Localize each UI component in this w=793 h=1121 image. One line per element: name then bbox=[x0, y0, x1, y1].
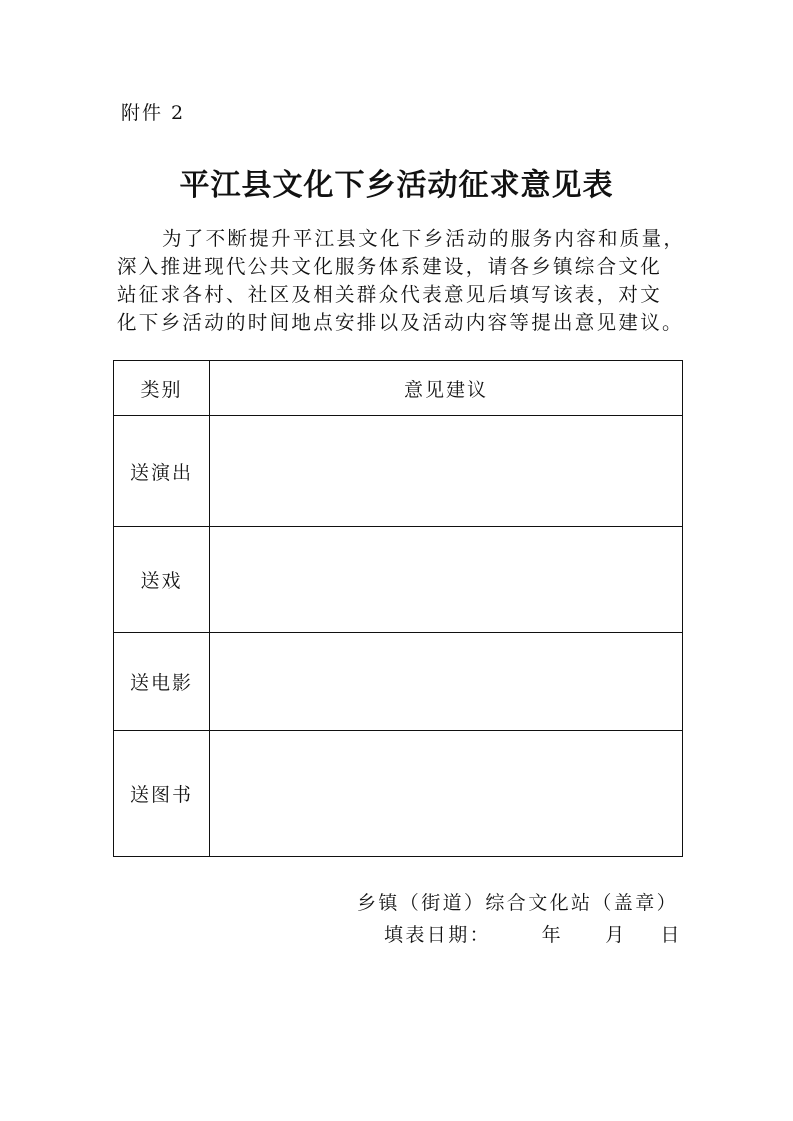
table-row bbox=[114, 416, 683, 527]
row-opinion-cell[interactable] bbox=[210, 633, 683, 731]
row-category: 送演出 bbox=[114, 416, 210, 527]
fill-date-line bbox=[384, 920, 682, 947]
page-title: 平江县文化下乡活动征求意见表 bbox=[179, 168, 614, 203]
table-row bbox=[114, 731, 683, 857]
opinion-table bbox=[113, 360, 683, 857]
header-category: 类别 bbox=[114, 361, 210, 416]
table-header-row bbox=[114, 361, 683, 416]
intro-line: 为了不断提升平江县文化下乡活动的服务内容和质量， bbox=[162, 227, 686, 250]
header-opinion: 意见建议 bbox=[210, 361, 683, 416]
table-row bbox=[114, 633, 683, 731]
row-opinion-cell[interactable] bbox=[210, 731, 683, 857]
intro-line: 站征求各村、社区及相关群众代表意见后填写该表，对文 bbox=[117, 283, 663, 306]
attachment-label: 附件 2 bbox=[121, 102, 186, 124]
intro-paragraph bbox=[117, 225, 686, 337]
table-row bbox=[114, 527, 683, 633]
row-opinion-cell[interactable] bbox=[210, 416, 683, 527]
date-year: 年 bbox=[541, 924, 564, 946]
date-day: 日 bbox=[660, 924, 682, 946]
row-category: 送戏 bbox=[114, 527, 210, 633]
intro-line: 化下乡活动的时间地点安排以及活动内容等提出意见建议。 bbox=[117, 311, 684, 334]
date-month: 月 bbox=[605, 924, 627, 946]
row-opinion-cell[interactable] bbox=[210, 527, 683, 633]
date-label: 填表日期： bbox=[384, 924, 492, 946]
row-category: 送电影 bbox=[114, 633, 210, 731]
row-category: 送图书 bbox=[114, 731, 210, 857]
stamp-signature-line: 乡镇（街道）综合文化站（盖章） bbox=[357, 892, 679, 914]
intro-line: 深入推进现代公共文化服务体系建设，请各乡镇综合文化 bbox=[117, 255, 663, 278]
